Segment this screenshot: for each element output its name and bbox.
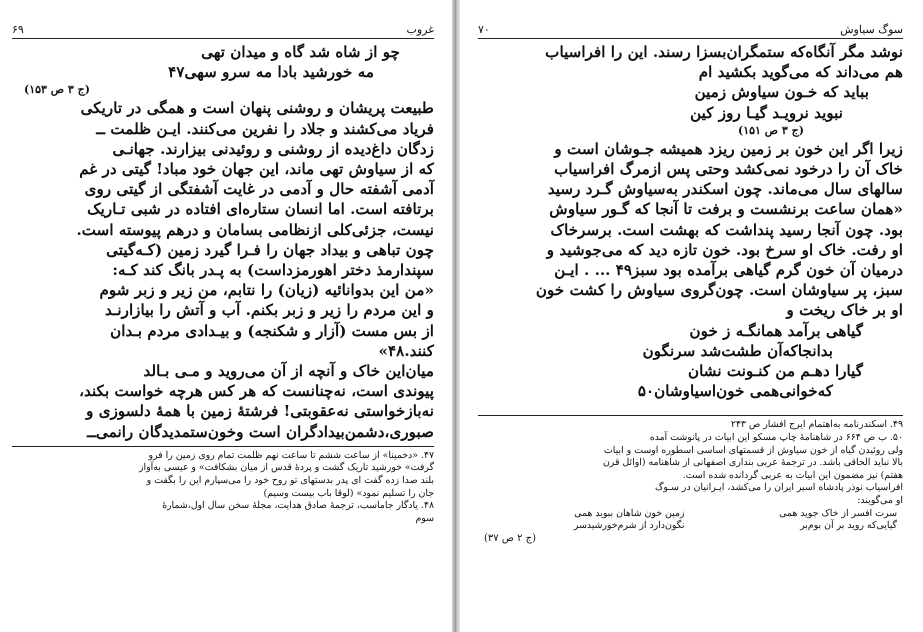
footnote-line: ۴۹. اسکندرنامه به‌اهتمام ایرج افشار ص ۲۴۳ [730,419,903,431]
text-line: سالهای سال می‌ماند. چون اسکندر به‌سیاوش گـرد رسید [547,180,903,199]
text-line: سبز، پر سیاوشان است. چون‌گروی سیاوش را کشت خون [535,281,903,300]
text-line: هم می‌داند که می‌گوید بکشید ام [698,63,903,82]
page-number: ۷۰ [478,23,490,36]
right-page [460,0,923,632]
footnote-line: ۴۷. «دخمینا» از ساعت ششم تا ساعت نهم ظلمت تمام روی زمین را فرو [148,449,434,461]
footnote-line: بالا نباید الحاقی باشد. در ترجمهٔ عربی بنداری اصفهانی از شاهنامه (اوائل قرن [602,457,903,469]
text-line: او بر خاک ریخت و [786,301,903,320]
verse-line: گیارا دهـم من کنـونت نشان [688,362,863,381]
paragraph [12,98,434,441]
text-line: کنند.۴۸» [378,341,434,360]
header-title: غروب [406,23,434,36]
footnote-verse: نگون‌دارد از شرم‌خورشیدسر [573,520,685,532]
catchword: سوم [415,512,434,524]
verse-line: که‌خوانی‌همی خون‌اسیاوشان۵۰ [637,382,833,401]
footnote-verse: زمین خون شاهان ببوید همی [574,507,685,519]
text-line: پیوندی است، نه‌چنانست که هر کس هرچه خواست بکند، [79,382,434,401]
text-line: «من این بدوانائیه (زیان) را نتابم، من زیر و زبر شوم [99,281,434,300]
left-page [0,0,452,632]
text-line: صبوری،دشمن‌بیدادگران است وخون‌ستمدیدگان رانمی‌ــ [87,422,434,441]
footnote-line: هفتم) نیز مضمون این ابیات به عربی گردانده شده است. [682,469,903,481]
text-line: نیست، جزئی‌کلی ازنظامی بسامان و درهم پیوسته است. [76,220,434,239]
footnote-line: او می‌گویند: [857,495,903,507]
text-line: درمیان آن خون گرم گیاهی برآمده بود سبز۴۹ ... . ایـن [554,261,903,280]
verse-line: بدانجاکه‌آن طشت‌شد سرنگون [642,341,833,360]
text-line: فریاد می‌کشند و جلاد را نفرین می‌کنند. ایـن ظلمت ــ [96,119,434,138]
text-line: زدگان داغ‌دیده از روشنی و روئیدنی بیزارند. جهانـی [112,139,434,158]
text-line: نه‌بازخواستی نه‌عقوبتی! فرشتهٔ زمین با همهٔ دلسوزی و [86,402,434,421]
text-line: که از سیاوش تهی ماند، این جهان خود مباد! گیتی در غم [79,160,434,179]
footnote-line: جان را تسلیم نمود» (لوقا باب بیست وسیم) [263,487,434,499]
body-text [478,42,903,401]
footnote-reference: (ج ۲ ص ۳۷) [484,532,537,544]
running-head [12,12,434,39]
text-line: خاک آن را درخود نمی‌کشد وحتی پس ازمرگ افراسیاب [554,160,903,179]
text-line: «همان ساعت برنشست و برفت تا آنجا که گـور سیاوش [549,200,903,219]
text-line: نوشد مگر آنگاه‌که ستمگران‌بسزا رسند. این را افراسیاب [545,43,903,61]
text-line: و این مردم را زیر و زبر بکنم. آب و آتش را بیازارنـد [104,301,434,320]
footnote-line: بلند صدا زده گفت ای پدر بدستهای تو روح خود را می‌سپارم این را بگفت و [146,475,434,487]
text-line: او رفت. خاک او سرخ بود. خون تازه دید که می‌جوشید و [546,240,903,259]
verse-line: مه خورشید بادا مه سرو سهی۴۷ [168,63,374,82]
footnote-line: افراسیاب نوذر پادشاه اسیر ایران را می‌کشد، ایـرانیان در سـوگ [654,482,903,494]
footnote-line: ۴۸. یادگار جاماسب، ترجمهٔ صادق هدایت، مجلهٔ سخن سال اول،شمارهٔ [162,500,434,512]
page-number: ۶۹ [12,23,24,36]
footnote-verses [478,508,903,533]
verse-reference: (ج ۳ ص ۱۵۳) [24,83,90,97]
footnote-verse: گیایی‌که روید بر آن بوم‌بر [800,520,897,532]
text-line: آدمی آشفته حال و آدمی در غایت آشفتگی از گیتی روی [84,180,434,199]
verse-reference: (ج ۳ ص ۱۵۱) [738,123,804,137]
text-line: چون تباهی و بیداد جهان را فـرا گیرد زمین (کـه‌گیتی [106,240,434,259]
footnote-line: گرفت» خورشید تاریک گشت و پردهٔ قدس از میان بشکافت» و عیسی به‌آواز [138,462,434,474]
header-title: سوگ سیاوش [840,23,903,36]
text-line: برتافته است. اما انسان ستاره‌ای افتاده در شبی تـاریک [87,200,434,219]
text-line: بود. چون آنجا رسید پنداشت که بهشت است. بر‌سرخاک [550,220,903,239]
text-line: از بس مست (آزار و شکنجه) و بیـدادی مردم بـدان [110,321,434,340]
text-line: سپندارمذ دختر اهورمزداست) به پـدر بانگ کند کـه: [112,261,434,280]
verse-line: چو از شاه شد گاه و میدان تهی [201,43,400,61]
footnote-line: ولی روئیدن گیاه از خون سیاوش از قسمتهای اساسی اسطوره اوست و ابیات [603,444,903,456]
footnote-verse: سرت افسر از خاک جوید همی [779,507,897,519]
running-head [478,12,903,39]
book-gutter [452,0,460,632]
verse-line: بباید که خـون سیاوش زمین [694,83,869,102]
text-line: طبیعت پریشان و روشنی پنهان است و همگی در تاریکی [80,99,434,118]
footnotes [478,415,903,545]
verse-line: نبوید نرویـد گیـا روز کین [690,103,843,122]
footnotes [12,446,434,526]
text-line: میان‌این خاک و آنچه از آن می‌روید و مـی بـالد [143,362,434,381]
verse-line: گیاهی برآمد همانگـه ز خون [689,321,863,340]
body-text [12,42,434,442]
text-line: زیرا اگر این خون بر زمین ریزد همیشه جـوشان است و [554,139,903,158]
footnote-line: ۵۰. ب ص ۶۶۴ در شاهنامهٔ چاپ مسکو این ابیات در پانوشت آمده [649,432,903,444]
